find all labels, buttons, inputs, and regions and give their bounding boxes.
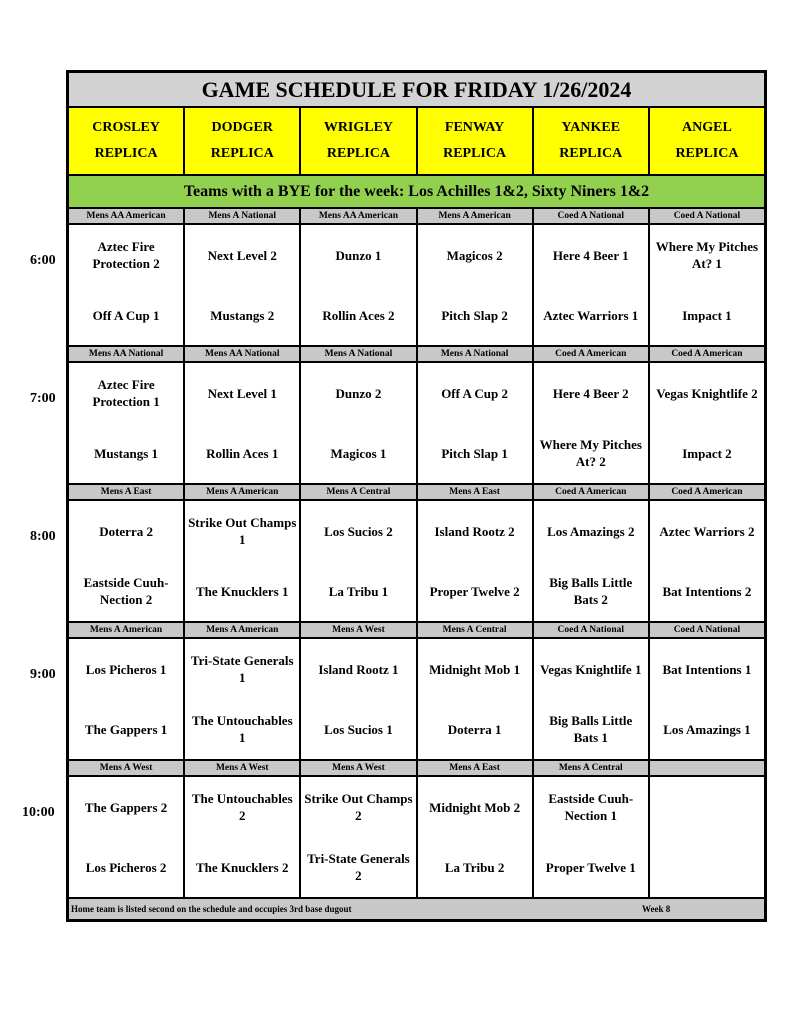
home-team: Proper Twelve 2	[429, 583, 520, 599]
bye-banner: Teams with a BYE for the week: Los Achilles 1&2, Sixty Niners 1&2	[69, 176, 764, 209]
home-team: Eastside Cuuh-Nection 2	[83, 575, 169, 607]
game-row	[69, 639, 764, 761]
division-label: Coed A National	[534, 623, 650, 637]
schedule-title: GAME SCHEDULE FOR FRIDAY 1/26/2024	[69, 73, 764, 108]
visiting-team: Where My Pitches At? 1	[655, 239, 759, 271]
visiting-team: Here 4 Beer 1	[552, 247, 629, 263]
game-cell	[69, 777, 185, 897]
division-label: Coed A National	[673, 211, 741, 221]
visiting-team: The Untouchables 2	[191, 791, 293, 823]
division-row	[69, 347, 764, 363]
field-sub: REPLICA	[94, 146, 158, 161]
visiting-team: Magicos 2	[446, 247, 503, 263]
game-cell	[534, 639, 650, 759]
home-team: Pitch Slap 2	[441, 307, 508, 323]
game-cell	[534, 225, 650, 345]
division-label: Mens A East	[69, 485, 185, 499]
home-team: Mustangs 1	[94, 445, 159, 461]
game-cell	[185, 363, 301, 483]
game-row	[69, 501, 764, 623]
game-cell	[185, 225, 301, 345]
division-label: Mens AA American	[301, 209, 417, 223]
visiting-team: Los Picheros 1	[85, 661, 167, 677]
time-label: 10:00	[22, 805, 55, 820]
schedule-table	[66, 70, 767, 922]
game-cell	[301, 225, 417, 345]
home-team: Pitch Slap 1	[441, 445, 508, 461]
game-cell	[185, 501, 301, 621]
division-label: Coed A American	[671, 349, 743, 359]
visiting-team: Vegas Knightlife 2	[656, 385, 758, 401]
field-sub: REPLICA	[443, 146, 507, 161]
home-team: Off A Cup 1	[92, 307, 160, 323]
game-cell	[418, 225, 534, 345]
home-team: Proper Twelve 1	[545, 859, 636, 875]
home-team: Los Amazings 1	[663, 721, 751, 737]
slots-container	[69, 209, 764, 899]
division-label: Mens A Central	[534, 761, 650, 775]
home-team: Big Balls Little Bats 1	[549, 713, 633, 745]
division-label: Coed A American	[534, 347, 650, 361]
home-team: Los Picheros 2	[85, 859, 167, 875]
division-label	[650, 761, 764, 775]
division-label: Mens AA American	[69, 209, 185, 223]
time-label: 8:00	[30, 529, 56, 544]
division-label: Mens A West	[301, 623, 417, 637]
footer-note: Home team is listed second on the schedule and occupies 3rd base dugout	[71, 904, 352, 914]
home-team: The Knucklers 1	[196, 583, 289, 599]
division-row	[69, 623, 764, 639]
field-sub: REPLICA	[559, 146, 623, 161]
visiting-team: Doterra 2	[99, 523, 153, 539]
visiting-team: Eastside Cuuh-Nection 1	[548, 791, 634, 823]
division-label: Mens A West	[301, 761, 417, 775]
division-label: Mens A National	[185, 209, 301, 223]
footer	[69, 899, 764, 919]
division-label: Mens A West	[69, 761, 185, 775]
visiting-team: Tri-State Generals 1	[190, 653, 294, 685]
game-cell	[185, 777, 301, 897]
home-team: Los Sucios 1	[324, 721, 393, 737]
game-cell	[69, 639, 185, 759]
time-label: 9:00	[30, 667, 56, 682]
visiting-team: Bat Intentions 1	[662, 661, 752, 677]
visiting-team: Dunzo 1	[335, 247, 382, 263]
game-cell	[185, 639, 301, 759]
field-header	[418, 108, 534, 174]
game-cell	[301, 363, 417, 483]
field-header	[301, 108, 417, 174]
division-label: Mens A American	[185, 485, 301, 499]
field-name: WRIGLEY	[323, 120, 394, 135]
division-label: Mens AA National	[185, 347, 301, 361]
week-label: Week 8	[642, 904, 671, 914]
division-label: Coed A National	[673, 625, 741, 635]
division-label: Coed A American	[534, 485, 650, 499]
home-team: The Gappers 1	[84, 721, 168, 737]
home-team: Where My Pitches At? 2	[539, 437, 642, 469]
home-team: La Tribu 2	[444, 859, 505, 875]
field-sub: REPLICA	[675, 146, 739, 161]
game-cell	[534, 777, 650, 897]
field-header-row	[69, 108, 764, 176]
visiting-team: Island Rootz 1	[318, 661, 399, 677]
visiting-team: Aztec Fire Protection 2	[92, 239, 160, 271]
division-label: Mens A National	[418, 347, 534, 361]
division-label: Mens A Central	[301, 485, 417, 499]
home-team: Magicos 1	[330, 445, 387, 461]
home-team: Mustangs 2	[210, 307, 275, 323]
game-cell	[301, 777, 417, 897]
field-header	[534, 108, 650, 174]
division-label: Mens A West	[185, 761, 301, 775]
home-team: Rollin Aces 1	[206, 445, 279, 461]
time-label: 6:00	[30, 253, 56, 268]
game-cell	[301, 501, 417, 621]
visiting-team: Strike Out Champs 2	[304, 791, 413, 823]
home-team: Aztec Warriors 1	[543, 307, 639, 323]
game-cell	[69, 501, 185, 621]
visiting-team: Los Sucios 2	[324, 523, 393, 539]
visiting-team: Off A Cup 2	[441, 385, 509, 401]
game-cell	[650, 363, 764, 483]
game-cell	[418, 363, 534, 483]
visiting-team: Vegas Knightlife 1	[540, 661, 642, 677]
game-cell	[650, 225, 764, 345]
visiting-team: Los Amazings 2	[547, 523, 635, 539]
home-team: La Tribu 1	[328, 583, 389, 599]
home-team: Impact 2	[682, 445, 732, 461]
field-name: YANKEE	[561, 120, 621, 135]
visiting-team: Next Level 1	[207, 385, 277, 401]
division-label: Mens A National	[301, 347, 417, 361]
field-header	[69, 108, 185, 174]
visiting-team: Aztec Fire Protection 1	[92, 377, 160, 409]
division-row	[69, 761, 764, 777]
home-team: Big Balls Little Bats 2	[549, 575, 633, 607]
game-cell	[534, 501, 650, 621]
home-team: The Knucklers 2	[196, 859, 289, 875]
visiting-team: Strike Out Champs 1	[188, 515, 297, 547]
home-team: Rollin Aces 2	[322, 307, 395, 323]
division-row	[69, 485, 764, 501]
field-header	[185, 108, 301, 174]
home-team: Bat Intentions 2	[662, 583, 752, 599]
visiting-team: Island Rootz 2	[434, 523, 515, 539]
division-label: Mens A American	[185, 623, 301, 637]
field-sub: REPLICA	[326, 146, 390, 161]
visiting-team: Midnight Mob 2	[429, 799, 521, 815]
field-sub: REPLICA	[210, 146, 274, 161]
game-row	[69, 777, 764, 899]
game-cell	[534, 363, 650, 483]
game-cell	[650, 639, 764, 759]
division-label: Mens A American	[69, 623, 185, 637]
game-cell	[69, 363, 185, 483]
home-team	[650, 837, 764, 897]
game-cell	[418, 501, 534, 621]
game-row	[69, 363, 764, 485]
home-team: The Untouchables 1	[191, 713, 293, 745]
visiting-team: The Gappers 2	[84, 799, 168, 815]
game-cell	[650, 777, 764, 897]
home-team: Doterra 1	[447, 721, 502, 737]
visiting-team: Here 4 Beer 2	[552, 385, 629, 401]
visiting-team: Next Level 2	[207, 247, 277, 263]
division-row	[69, 209, 764, 225]
visiting-team: Dunzo 2	[335, 385, 382, 401]
game-cell	[650, 501, 764, 621]
time-label: 7:00	[30, 391, 56, 406]
home-team: Impact 1	[682, 307, 732, 323]
division-label: Coed A American	[671, 487, 743, 497]
visiting-team: Aztec Warriors 2	[659, 523, 755, 539]
game-cell	[69, 225, 185, 345]
division-label: Mens A East	[418, 761, 534, 775]
division-label: Mens A Central	[418, 623, 534, 637]
visiting-team	[650, 777, 764, 837]
division-label: Coed A National	[534, 209, 650, 223]
field-name: CROSLEY	[92, 120, 160, 135]
division-label: Mens A American	[418, 209, 534, 223]
division-label: Mens AA National	[69, 347, 185, 361]
field-header	[650, 108, 764, 174]
game-cell	[418, 639, 534, 759]
home-team: Tri-State Generals 2	[307, 851, 410, 883]
game-cell	[418, 777, 534, 897]
game-row	[69, 225, 764, 347]
game-cell	[301, 639, 417, 759]
division-label: Mens A East	[418, 485, 534, 499]
field-name: DODGER	[211, 120, 273, 135]
visiting-team: Midnight Mob 1	[429, 661, 521, 677]
field-name: FENWAY	[444, 120, 505, 135]
field-name: ANGEL	[682, 120, 732, 135]
